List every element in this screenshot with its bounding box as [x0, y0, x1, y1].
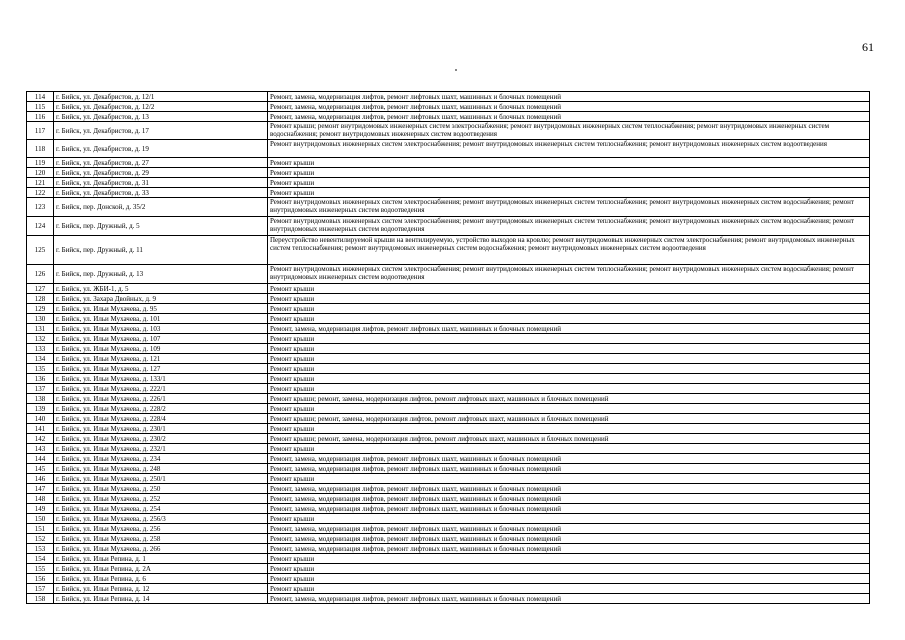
row-number: 142 — [27, 434, 54, 444]
row-works: Ремонт крыши — [268, 284, 870, 294]
table-row — [27, 168, 870, 178]
row-address: г. Бийск, ул. Ильи Мухачева, д. 226/1 — [54, 394, 268, 404]
row-number: 157 — [27, 584, 54, 594]
row-number: 148 — [27, 494, 54, 504]
table-row — [27, 574, 870, 584]
row-number: 121 — [27, 178, 54, 188]
row-works: Ремонт крыши — [268, 404, 870, 414]
row-works: Ремонт, замена, модернизация лифтов, ремонт лифтовых шахт, машинных и блочных помещений — [268, 102, 870, 112]
row-works: Ремонт крыши — [268, 384, 870, 394]
row-address: г. Бийск, ул. Ильи Мухачева, д. 250 — [54, 484, 268, 494]
table-row — [27, 188, 870, 198]
row-number: 116 — [27, 112, 54, 122]
table-row — [27, 584, 870, 594]
row-works: Ремонт крыши — [268, 158, 870, 168]
row-address: г. Бийск, ул. Ильи Мухачева, д. 127 — [54, 364, 268, 374]
row-works: Ремонт крыши — [268, 364, 870, 374]
row-works: Ремонт внутридомовых инженерных систем электроснабжения; ремонт внутридомовых инженерных систем теплоснабжения; ремонт внутридомовых инженерных систем водоснабжения; ремонт внутридомовых инженерных систем водоотведения — [268, 198, 870, 217]
table-row — [27, 92, 870, 102]
table-row — [27, 334, 870, 344]
row-works: Ремонт крыши — [268, 444, 870, 454]
row-address: г. Бийск, ул. Ильи Репина, д. 12 — [54, 584, 268, 594]
table-row — [27, 504, 870, 514]
table-row — [27, 314, 870, 324]
row-works: Ремонт крыши; ремонт внутридомовых инженерных систем электроснабжения; ремонт внутридомовых инженерных систем теплоснабжения; ремонт внутридомовых инженерных систем водоснабжения; ремонт внутридомовых инженерных систем водоотведения — [268, 122, 870, 140]
table-row — [27, 494, 870, 504]
table-row — [27, 140, 870, 158]
table-row — [27, 594, 870, 604]
row-works: Ремонт крыши — [268, 474, 870, 484]
row-address: г. Бийск, ул. Ильи Мухачева, д. 103 — [54, 324, 268, 334]
row-number: 115 — [27, 102, 54, 112]
row-works: Ремонт крыши — [268, 178, 870, 188]
table-row — [27, 414, 870, 424]
table-row — [27, 324, 870, 334]
table-row — [27, 158, 870, 168]
row-works: Ремонт внутридомовых инженерных систем электроснабжения; ремонт внутридомовых инженерных систем теплоснабжения; ремонт внутридомовых инженерных систем водоснабжения; ремонт внутридомовых инженерных систем водоотведения — [268, 265, 870, 284]
row-works: Ремонт крыши — [268, 304, 870, 314]
table-row — [27, 236, 870, 265]
row-number: 147 — [27, 484, 54, 494]
table-body — [27, 92, 870, 604]
row-number: 156 — [27, 574, 54, 584]
row-works: Ремонт, замена, модернизация лифтов, ремонт лифтовых шахт, машинных и блочных помещений — [268, 534, 870, 544]
table-row — [27, 564, 870, 574]
row-number: 130 — [27, 314, 54, 324]
row-works: Ремонт крыши — [268, 334, 870, 344]
row-works: Ремонт крыши — [268, 554, 870, 564]
page-number: 61 — [862, 40, 874, 54]
row-works: Ремонт крыши — [268, 574, 870, 584]
row-address: г. Бийск, ул. Декабристов, д. 19 — [54, 140, 268, 158]
row-address: г. Бийск, пер. Дружный, д. 13 — [54, 265, 268, 284]
row-number: 133 — [27, 344, 54, 354]
row-address: г. Бийск, ул. Ильи Мухачева, д. 95 — [54, 304, 268, 314]
row-address: г. Бийск, ул. Ильи Мухачева, д. 250/1 — [54, 474, 268, 484]
row-works: Ремонт крыши — [268, 424, 870, 434]
table-row — [27, 524, 870, 534]
row-address: г. Бийск, ул. Декабристов, д. 17 — [54, 122, 268, 140]
address-works-table — [26, 91, 870, 604]
row-number: 153 — [27, 544, 54, 554]
table-row — [27, 374, 870, 384]
row-number: 124 — [27, 217, 54, 236]
row-address: г. Бийск, ул. Ильи Мухачева, д. 109 — [54, 344, 268, 354]
row-address: г. Бийск, пер. Дружный, д. 11 — [54, 236, 268, 265]
row-works: Ремонт, замена, модернизация лифтов, ремонт лифтовых шахт, машинных и блочных помещений — [268, 594, 870, 604]
table-row — [27, 434, 870, 444]
row-works: Ремонт, замена, модернизация лифтов, ремонт лифтовых шахт, машинных и блочных помещений — [268, 92, 870, 102]
row-works: Переустройство невентилируемой крыши на вентилируемую, устройство выходов на кровлю; ремонт внутридомовых инженерных систем электроснабжения; ремонт внутридомовых инженерных систем теплоснабжения; ремонт внутридомовых инженерных систем водоснабжения; ремонт внутридомовых инженерных систем водоотведения — [268, 236, 870, 265]
row-number: 143 — [27, 444, 54, 454]
row-address: г. Бийск, ул. Ильи Мухачева, д. 222/1 — [54, 384, 268, 394]
row-address: г. Бийск, ул. Декабристов, д. 12/2 — [54, 102, 268, 112]
row-address: г. Бийск, ул. Ильи Мухачева, д. 258 — [54, 534, 268, 544]
row-address: г. Бийск, ул. Ильи Мухачева, д. 254 — [54, 504, 268, 514]
table-row — [27, 102, 870, 112]
row-works: Ремонт, замена, модернизация лифтов, ремонт лифтовых шахт, машинных и блочных помещений — [268, 324, 870, 334]
row-number: 122 — [27, 188, 54, 198]
row-number: 131 — [27, 324, 54, 334]
row-works: Ремонт, замена, модернизация лифтов, ремонт лифтовых шахт, машинных и блочных помещений — [268, 504, 870, 514]
table-row — [27, 544, 870, 554]
row-works: Ремонт внутридомовых инженерных систем электроснабжения; ремонт внутридомовых инженерных систем теплоснабжения; ремонт внутридомовых инженерных систем водоотведения — [268, 140, 870, 158]
table-row — [27, 265, 870, 284]
table-row — [27, 122, 870, 140]
row-number: 134 — [27, 354, 54, 364]
row-address: г. Бийск, ул. Декабристов, д. 13 — [54, 112, 268, 122]
row-works: Ремонт крыши — [268, 294, 870, 304]
table-row — [27, 404, 870, 414]
row-number: 155 — [27, 564, 54, 574]
row-works: Ремонт крыши; ремонт, замена, модернизация лифтов, ремонт лифтовых шахт, машинных и блочных помещений — [268, 414, 870, 424]
row-works: Ремонт крыши — [268, 564, 870, 574]
table-row — [27, 198, 870, 217]
row-works: Ремонт крыши — [268, 168, 870, 178]
row-address: г. Бийск, ул. Ильи Репина, д. 6 — [54, 574, 268, 584]
table-row — [27, 304, 870, 314]
row-address: г. Бийск, ул. Захара Двойных, д. 9 — [54, 294, 268, 304]
row-number: 140 — [27, 414, 54, 424]
row-number: 128 — [27, 294, 54, 304]
table-row — [27, 474, 870, 484]
row-address: г. Бийск, ул. Декабристов, д. 31 — [54, 178, 268, 188]
table-row — [27, 217, 870, 236]
row-works: Ремонт крыши — [268, 344, 870, 354]
row-works: Ремонт, замена, модернизация лифтов, ремонт лифтовых шахт, машинных и блочных помещений — [268, 112, 870, 122]
row-address: г. Бийск, ул. Декабристов, д. 33 — [54, 188, 268, 198]
row-works: Ремонт, замена, модернизация лифтов, ремонт лифтовых шахт, машинных и блочных помещений — [268, 454, 870, 464]
table-row — [27, 534, 870, 544]
row-address: г. Бийск, ул. Декабристов, д. 27 — [54, 158, 268, 168]
row-number: 119 — [27, 158, 54, 168]
table-row — [27, 554, 870, 564]
table-row — [27, 514, 870, 524]
row-address: г. Бийск, ул. Ильи Мухачева, д. 228/2 — [54, 404, 268, 414]
row-works: Ремонт крыши — [268, 188, 870, 198]
row-works: Ремонт крыши — [268, 514, 870, 524]
table-row — [27, 344, 870, 354]
row-number: 146 — [27, 474, 54, 484]
row-address: г. Бийск, ул. Ильи Мухачева, д. 230/1 — [54, 424, 268, 434]
row-address: г. Бийск, ул. Ильи Мухачева, д. 107 — [54, 334, 268, 344]
table-row — [27, 112, 870, 122]
row-works: Ремонт, замена, модернизация лифтов, ремонт лифтовых шахт, машинных и блочных помещений — [268, 464, 870, 474]
table-row — [27, 464, 870, 474]
row-number: 129 — [27, 304, 54, 314]
row-works: Ремонт крыши — [268, 374, 870, 384]
row-works: Ремонт крыши — [268, 584, 870, 594]
row-number: 138 — [27, 394, 54, 404]
row-address: г. Бийск, ул. Ильи Мухачева, д. 230/2 — [54, 434, 268, 444]
row-works: Ремонт крыши; ремонт, замена, модернизация лифтов, ремонт лифтовых шахт, машинных и блочных помещений — [268, 394, 870, 404]
row-address: г. Бийск, ул. Ильи Мухачева, д. 133/1 — [54, 374, 268, 384]
row-address: г. Бийск, ул. ЖБИ-1, д. 5 — [54, 284, 268, 294]
scan-speck — [455, 69, 457, 71]
row-number: 127 — [27, 284, 54, 294]
row-works: Ремонт внутридомовых инженерных систем электроснабжения; ремонт внутридомовых инженерных систем теплоснабжения; ремонт внутридомовых инженерных систем водоснабжения; ремонт внутридомовых инженерных систем водоотведения — [268, 217, 870, 236]
row-address: г. Бийск, пер. Донской, д. 35/2 — [54, 198, 268, 217]
table-row — [27, 394, 870, 404]
table-row — [27, 284, 870, 294]
row-works: Ремонт, замена, модернизация лифтов, ремонт лифтовых шахт, машинных и блочных помещений — [268, 544, 870, 554]
row-number: 151 — [27, 524, 54, 534]
table-row — [27, 364, 870, 374]
row-number: 132 — [27, 334, 54, 344]
table-row — [27, 424, 870, 434]
table-row — [27, 484, 870, 494]
row-number: 144 — [27, 454, 54, 464]
row-number: 154 — [27, 554, 54, 564]
row-works: Ремонт, замена, модернизация лифтов, ремонт лифтовых шахт, машинных и блочных помещений — [268, 494, 870, 504]
row-address: г. Бийск, ул. Ильи Репина, д. 2А — [54, 564, 268, 574]
row-number: 123 — [27, 198, 54, 217]
row-address: г. Бийск, ул. Ильи Мухачева, д. 234 — [54, 454, 268, 464]
row-address: г. Бийск, ул. Ильи Мухачева, д. 252 — [54, 494, 268, 504]
row-address: г. Бийск, ул. Ильи Репина, д. 14 — [54, 594, 268, 604]
row-works: Ремонт крыши; ремонт, замена, модернизация лифтов, ремонт лифтовых шахт, машинных и блочных помещений — [268, 434, 870, 444]
row-address: г. Бийск, ул. Ильи Мухачева, д. 256 — [54, 524, 268, 534]
row-address: г. Бийск, ул. Ильи Мухачева, д. 121 — [54, 354, 268, 364]
row-number: 149 — [27, 504, 54, 514]
row-number: 125 — [27, 236, 54, 265]
row-number: 141 — [27, 424, 54, 434]
table-row — [27, 384, 870, 394]
row-number: 120 — [27, 168, 54, 178]
row-address: г. Бийск, ул. Ильи Мухачева, д. 266 — [54, 544, 268, 554]
row-works: Ремонт, замена, модернизация лифтов, ремонт лифтовых шахт, машинных и блочных помещений — [268, 484, 870, 494]
row-number: 136 — [27, 374, 54, 384]
row-number: 145 — [27, 464, 54, 474]
row-number: 117 — [27, 122, 54, 140]
table-row — [27, 354, 870, 364]
row-number: 150 — [27, 514, 54, 524]
table-row — [27, 178, 870, 188]
row-number: 118 — [27, 140, 54, 158]
row-number: 114 — [27, 92, 54, 102]
row-address: г. Бийск, ул. Ильи Мухачева, д. 228/4 — [54, 414, 268, 424]
row-number: 135 — [27, 364, 54, 374]
row-number: 126 — [27, 265, 54, 284]
row-works: Ремонт крыши — [268, 314, 870, 324]
row-number: 137 — [27, 384, 54, 394]
row-works: Ремонт, замена, модернизация лифтов, ремонт лифтовых шахт, машинных и блочных помещений — [268, 524, 870, 534]
table-row — [27, 444, 870, 454]
row-number: 139 — [27, 404, 54, 414]
row-number: 152 — [27, 534, 54, 544]
row-address: г. Бийск, ул. Ильи Мухачева, д. 232/1 — [54, 444, 268, 454]
row-address: г. Бийск, ул. Ильи Мухачева, д. 248 — [54, 464, 268, 474]
row-address: г. Бийск, ул. Декабристов, д. 12/1 — [54, 92, 268, 102]
row-number: 158 — [27, 594, 54, 604]
row-address: г. Бийск, ул. Декабристов, д. 29 — [54, 168, 268, 178]
row-address: г. Бийск, ул. Ильи Репина, д. 1 — [54, 554, 268, 564]
table-row — [27, 294, 870, 304]
row-address: г. Бийск, ул. Ильи Мухачева, д. 256/3 — [54, 514, 268, 524]
row-address: г. Бийск, пер. Дружный, д. 5 — [54, 217, 268, 236]
row-address: г. Бийск, ул. Ильи Мухачева, д. 101 — [54, 314, 268, 324]
row-works: Ремонт крыши — [268, 354, 870, 364]
table-row — [27, 454, 870, 464]
